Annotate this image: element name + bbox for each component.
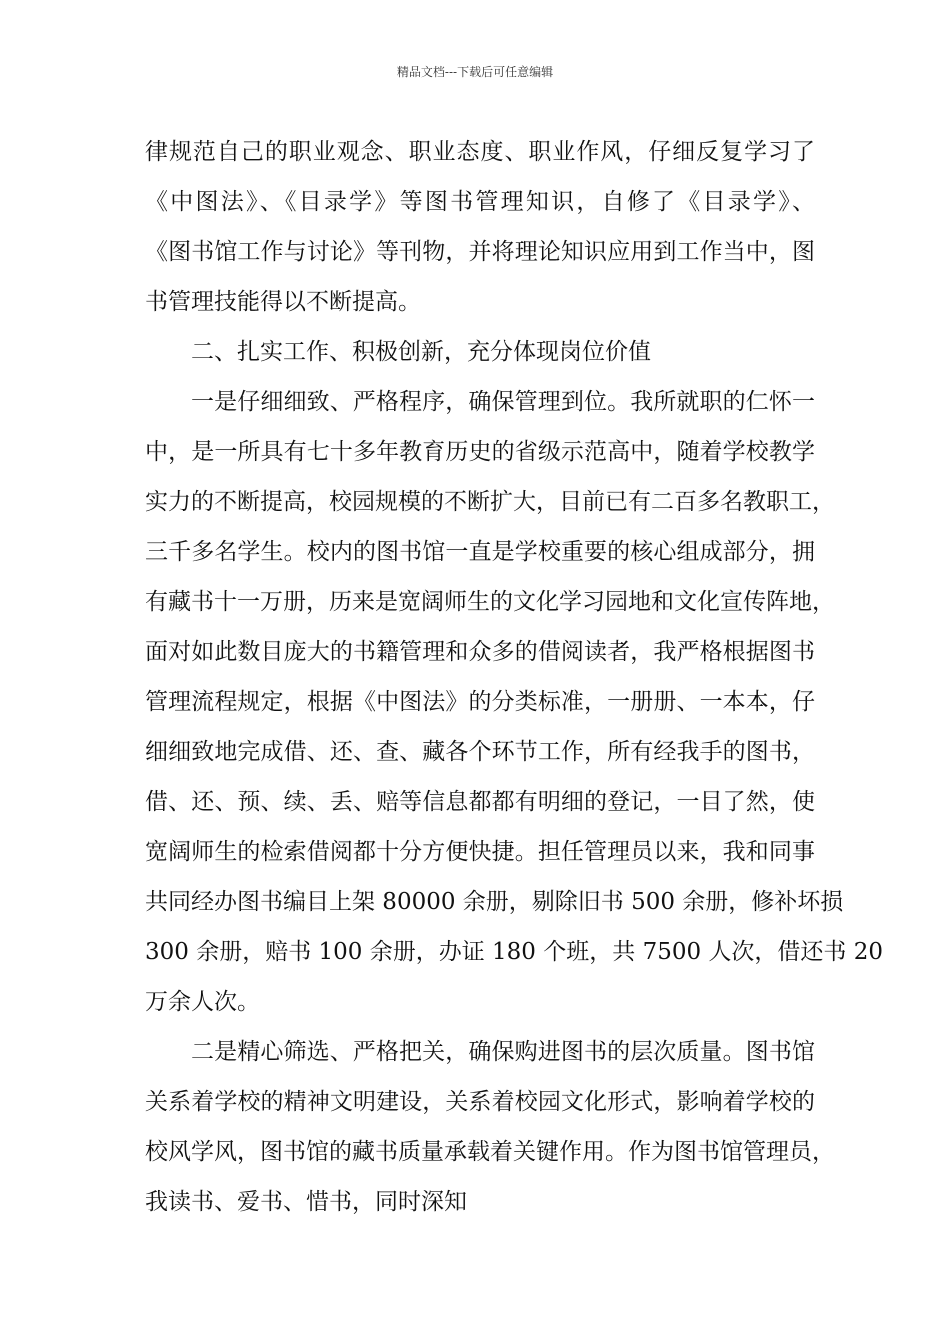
text-line: 实力的不断提高，校园规模的不断扩大，目前已有二百多名教职工， [145, 489, 835, 515]
text-line: 我读书、爱书、惜书，同时深知 [145, 1189, 467, 1215]
body-text [145, 127, 883, 1227]
text-line: 细细致地完成借、还、查、藏各个环节工作，所有经我手的图书， [145, 739, 815, 765]
text-line: 关系着学校的精神文明建设，关系着校园文化形式，影响着学校的 [145, 1089, 815, 1115]
text-line: 三千多名学生。校内的图书馆一直是学校重要的核心组成部分，拥 [145, 539, 815, 565]
text-line: 律规范自己的职业观念、职业态度、职业作风，仔细反复学习了 [145, 139, 815, 165]
text-line: 管理流程规定，根据《中图法》的分类标准，一册册、一本本，仔 [145, 689, 815, 715]
text-line: 《中图法》、《目录学》等图书管理知识，自修了《目录学》、 [145, 189, 815, 215]
text-line: 一是仔细细致、严格程序，确保管理到位。我所就职的仁怀一 [191, 389, 815, 415]
text-line: 宽阔师生的检索借阅都十分方便快捷。担任管理员以来，我和同事 [145, 839, 815, 865]
text-line: 面对如此数目庞大的书籍管理和众多的借阅读者，我严格根据图书 [145, 639, 815, 665]
text-line: 校风学风，图书馆的藏书质量承载着关键作用。作为图书馆管理员， [145, 1139, 835, 1165]
text-line: 共同经办图书编目上架 80000 余册，剔除旧书 500 余册，修补坏损 [145, 889, 844, 915]
text-line: 300 余册，赔书 100 余册，办证 180 个班，共 7500 人次，借还书 20 [145, 939, 883, 965]
section-heading: 二、扎实工作、积极创新，充分体现岗位价值 [191, 339, 651, 365]
text-line: 书管理技能得以不断提高。 [145, 289, 421, 315]
text-line: 《图书馆工作与讨论》等刊物，并将理论知识应用到工作当中，图 [145, 239, 815, 265]
text-line: 有藏书十一万册，历来是宽阔师生的文化学习园地和文化宣传阵地， [145, 589, 835, 615]
text-line: 万余人次。 [145, 989, 260, 1015]
text-line: 中，是一所具有七十多年教育历史的省级示范高中，随着学校教学 [145, 439, 815, 465]
page-header: 精品文档---下载后可任意编辑 [396, 65, 554, 79]
text-line: 借、还、预、续、丢、赔等信息都都有明细的登记，一目了然，使 [145, 789, 815, 815]
text-line: 二是精心筛选、严格把关，确保购进图书的层次质量。图书馆 [191, 1039, 815, 1065]
